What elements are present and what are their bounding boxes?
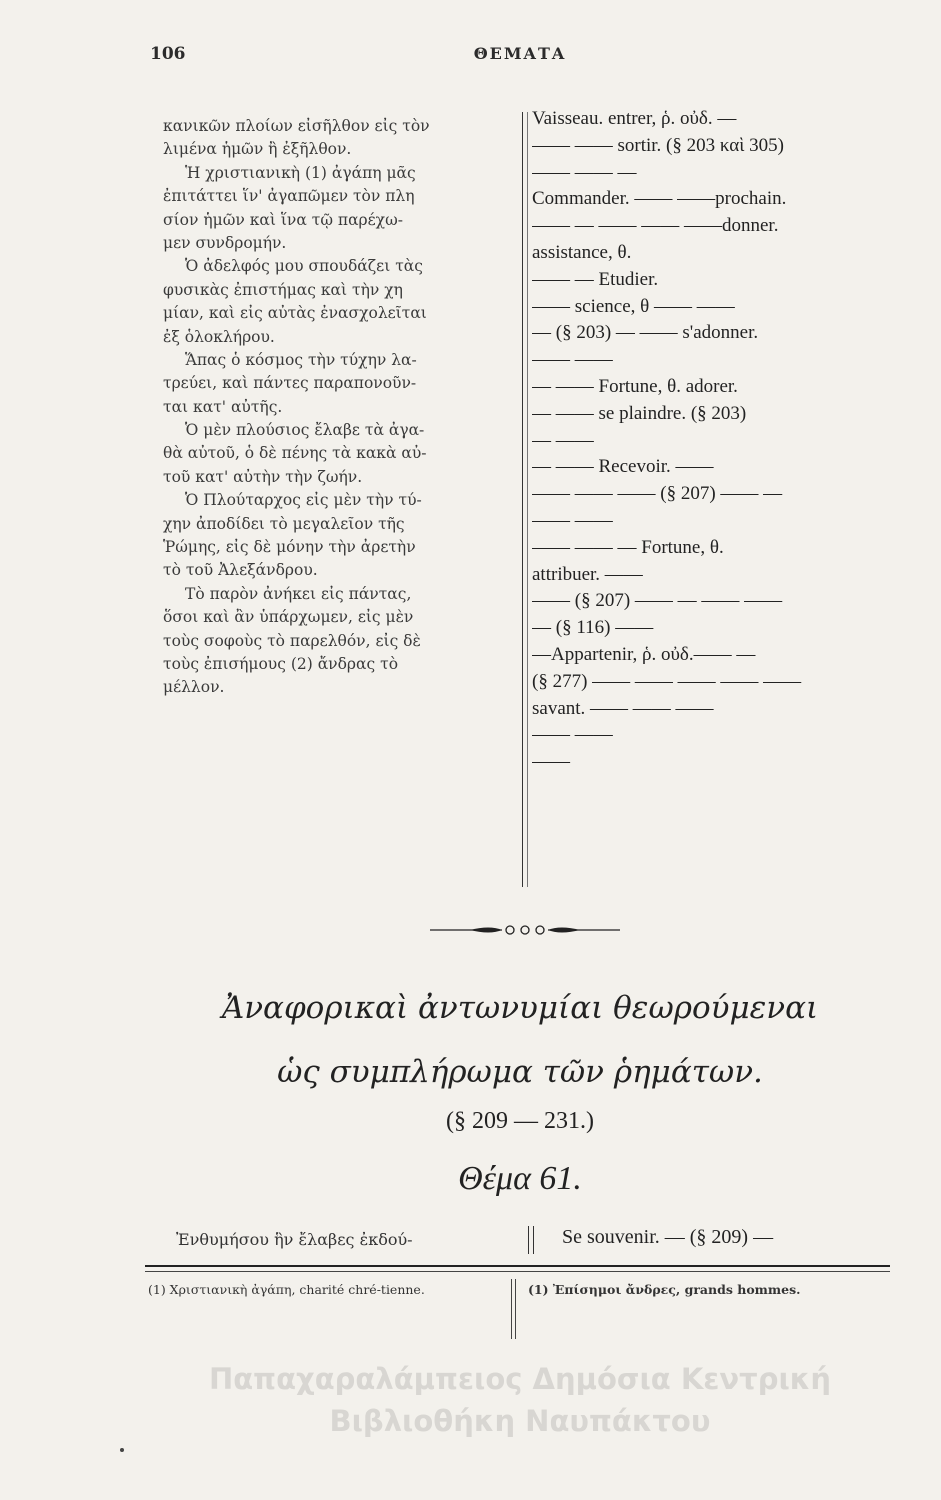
- vocab-line: assistance, θ.: [532, 241, 632, 263]
- vocab-line: —— (§ 207) —— — —— ——: [532, 590, 783, 612]
- page-number: 106: [150, 44, 186, 64]
- vocab-line: attribuer. ——: [532, 563, 643, 585]
- vocab-line: —— ——: [532, 509, 613, 531]
- page-header: [150, 44, 890, 72]
- footnote-right: (1) Ἐπίσημοι ἄνδρες, grands hommes.: [528, 1282, 801, 1297]
- vocab-line: — (§ 203) — —— s'adonner.: [532, 322, 759, 344]
- vocab-line: ——: [532, 751, 570, 773]
- greek-line: κανικῶν πλοίων εἰσῆλθον εἰς τὸν: [163, 117, 430, 135]
- greek-line: χην ἀποδίδει τὸ μεγαλεῖον τῆς: [163, 514, 405, 533]
- vocab-line: — —— se plaindre. (§ 203): [532, 402, 747, 424]
- running-head: ΘΕΜΑΤΑ: [473, 44, 567, 63]
- vocab-line: savant. —— —— ——: [532, 697, 714, 719]
- column-divider: [527, 112, 528, 887]
- vocab-line: — —— Recevoir. ——: [532, 456, 714, 478]
- greek-line: ὅσοι καὶ ἂν ὑπάρχωμεν, εἰς μὲν: [163, 608, 414, 627]
- greek-line: λιμένα ἡμῶν ἢ ἐξῆλθον.: [163, 140, 352, 159]
- vocab-line: (§ 277) —— —— —— —— ——: [532, 670, 802, 692]
- vocab-line: —— —— —— (§ 207) —— —: [532, 483, 783, 505]
- section-title-line-2: ὡς συμπλήρωμα τῶν ῥημάτων.: [277, 1054, 763, 1090]
- greek-line: τοὺς σοφοὺς τὸ παρελθόν, εἰς δὲ: [163, 631, 421, 650]
- greek-line: μέλλον.: [163, 678, 225, 697]
- theme-heading: Θέμα 61.: [458, 1160, 582, 1197]
- vocab-line: Commander. —— ——prochain.: [532, 188, 787, 210]
- greek-line: τοῦ κατ' αὐτὴν τὴν ζωήν.: [163, 467, 363, 486]
- greek-line: Ὁ Πλούταρχος εἰς μὲν τὴν τύ-: [185, 491, 422, 510]
- greek-line: φυσικὰς ἐπιστήμας καὶ τὴν χη: [163, 280, 403, 299]
- greek-line: μεν συνδρομήν.: [163, 233, 287, 252]
- vocab-line: — (§ 116) ——: [532, 617, 654, 639]
- greek-line: θὰ αὐτοῦ, ὁ δὲ πένης τὰ κακὰ αὐ-: [163, 444, 427, 463]
- greek-line: τοὺς ἐπισήμους (2) ἄνδρας τὸ: [163, 654, 399, 673]
- column-divider: [522, 112, 523, 887]
- greek-line: τρεύει, καὶ πάντες παραπονοῦν-: [163, 374, 417, 393]
- vocab-line: —— ——: [532, 724, 613, 746]
- footnote-rule-thin: [145, 1271, 890, 1272]
- library-watermark-line-2: Βιβλιοθήκη Ναυπάκτου: [329, 1404, 711, 1438]
- footnote-rule: [145, 1265, 890, 1267]
- vocab-line: — ——: [532, 429, 594, 451]
- greek-text-column: [163, 115, 518, 700]
- exercise-divider: [528, 1226, 534, 1254]
- footnote-left: (1) Χριστιανικὴ ἀγάπη, charité chré-tienne.: [148, 1282, 425, 1297]
- vocab-line: —— — Etudier.: [532, 268, 659, 290]
- vocab-line: Vaisseau. entrer, ῥ. οὐδ. —: [532, 108, 737, 129]
- greek-line: Ὁ μὲν πλούσιος ἔλαβε τὰ ἀγα-: [185, 421, 425, 440]
- exercise-row: [176, 1226, 892, 1256]
- ink-speck: [120, 1448, 124, 1452]
- greek-line: ἐξ ὁλοκλήρου.: [163, 327, 275, 346]
- vocab-line: —— —— sortir. (§ 203 καὶ 305): [532, 134, 784, 156]
- footnote-divider: [511, 1279, 516, 1339]
- vocab-line: — —— Fortune, θ. adorer.: [532, 375, 738, 397]
- vocab-line: —— —— —: [532, 161, 637, 183]
- vocab-line: —— ——: [532, 349, 613, 371]
- exercise-greek: Ἐνθυμήσου ἣν ἔλαβες ἐκδού-: [176, 1230, 413, 1249]
- greek-line: σίον ἡμῶν καὶ ἵνα τῷ παρέχω-: [163, 210, 403, 229]
- greek-line: Ἅπας ὁ κόσμος τὴν τύχην λα-: [185, 350, 417, 369]
- vocab-line: —— — —— —— ——donner.: [532, 215, 779, 237]
- section-reference: (§ 209 — 231.): [446, 1108, 594, 1134]
- library-watermark-line-1: Παπαχαραλάμπειος Δημόσια Κεντρική: [208, 1362, 831, 1396]
- section-title-line-1: Ἀναφορικαὶ ἀντωνυμίαι θεωρούμεναι: [221, 990, 819, 1026]
- greek-line: Ῥώμης, εἰς δὲ μόνην τὴν ἀρετὴν: [163, 538, 416, 557]
- vocab-line: —— science, θ —— ——: [532, 295, 735, 317]
- greek-line: μίαν, καὶ εἰς αὐτὰς ἐνασχολεῖται: [163, 304, 427, 323]
- vocab-line: —Appartenir, ῥ. οὐδ.—— —: [532, 643, 756, 665]
- vocab-line: —— —— — Fortune, θ.: [532, 536, 724, 558]
- french-vocabulary-column: [532, 106, 892, 776]
- greek-line: Τὸ παρὸν ἀνήκει εἰς πάντας,: [185, 584, 412, 603]
- section-ornament: [430, 922, 620, 938]
- greek-line: ἐπιτάττει ἵν' ἀγαπῶμεν τὸν πλη: [163, 187, 415, 206]
- greek-line: Ἡ χριστιανικὴ (1) ἀγάπη μᾶς: [185, 163, 416, 182]
- greek-line: ται κατ' αὐτῆς.: [163, 397, 283, 416]
- greek-line: τὸ τοῦ Ἀλεξάνδρου.: [163, 561, 318, 580]
- exercise-french: Se souvenir. — (§ 209) —: [562, 1226, 774, 1248]
- greek-line: Ὁ ἀδελφός μου σπουδάζει τὰς: [185, 257, 423, 276]
